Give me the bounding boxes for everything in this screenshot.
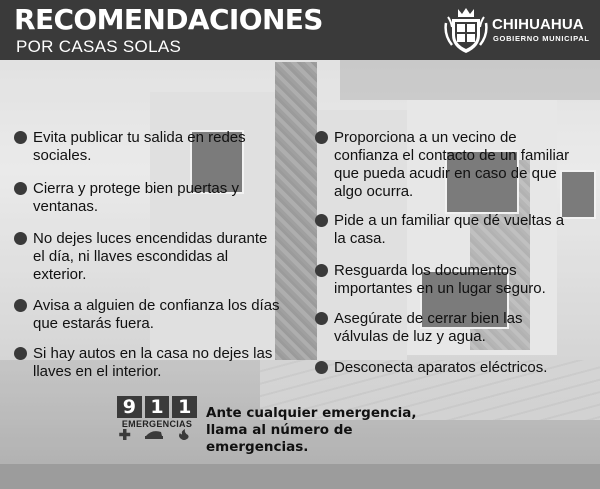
emergency-digit: 1 <box>145 396 170 418</box>
emergency-digit: 9 <box>117 396 142 418</box>
bullet-icon <box>14 131 27 144</box>
list-item <box>14 345 283 381</box>
list-item <box>315 129 574 201</box>
bullet-icon <box>14 299 27 312</box>
emergency-message: Ante cualquier emergencia, llama al número de emergencias. <box>206 405 417 455</box>
page-subtitle: POR CASAS SOLAS <box>16 37 182 56</box>
bullet-icon <box>315 312 328 325</box>
bullet-icon <box>315 361 328 374</box>
logo-subtitle: GOBIERNO MUNICIPAL <box>493 34 590 43</box>
emergency-digit: 1 <box>172 396 197 418</box>
header-banner <box>0 0 600 60</box>
list-item <box>14 297 283 333</box>
bullet-icon <box>14 182 27 195</box>
emergency-911-logo <box>117 396 197 439</box>
bullet-icon <box>315 264 328 277</box>
item-text: Avisa a alguien de confianza los días que estarás fuera. <box>33 297 280 332</box>
police-cap-icon <box>145 431 163 439</box>
item-text: Desconecta aparatos eléctricos. <box>334 359 548 376</box>
bullet-icon <box>14 347 27 360</box>
medical-cross-icon <box>119 429 130 440</box>
list-item <box>14 230 283 284</box>
emergency-number <box>117 396 197 418</box>
item-text: Cierra y protege bien puertas y ventanas. <box>33 180 239 215</box>
logo-name: CHIHUAHUA <box>492 16 584 33</box>
fire-icon <box>179 429 189 440</box>
bullet-icon <box>315 131 328 144</box>
item-text: Pide a un familiar que dé vueltas a la casa. <box>334 212 565 247</box>
municipal-logo <box>444 5 594 55</box>
list-item <box>14 129 273 165</box>
list-item <box>315 310 559 346</box>
footer-bar <box>0 464 600 489</box>
item-text: No dejes luces encendidas durante el día, ni llaves escondidas al exterior. <box>33 230 268 283</box>
list-item <box>315 212 574 248</box>
bullet-icon <box>315 214 328 227</box>
item-text: Proporciona a un vecino de confianza el contacto de un familiar que pueda acudir en caso de que algo ocurra. <box>334 129 570 200</box>
item-text: Resguarda los documentos importantes en un lugar seguro. <box>334 262 546 297</box>
coat-of-arms-icon <box>444 5 488 55</box>
item-text: Asegúrate de cerrar bien las válvulas de luz y agua. <box>334 310 523 345</box>
list-item <box>315 359 574 377</box>
list-item <box>14 180 273 216</box>
emergency-icons <box>119 429 195 440</box>
bullet-icon <box>14 232 27 245</box>
list-item <box>315 262 559 298</box>
page-title: RECOMENDACIONES <box>14 3 323 36</box>
item-text: Evita publicar tu salida en redes sociales. <box>33 129 246 164</box>
emergency-label: EMERGENCIAS <box>121 419 193 429</box>
item-text: Si hay autos en la casa no dejes las llaves en el interior. <box>33 345 273 380</box>
